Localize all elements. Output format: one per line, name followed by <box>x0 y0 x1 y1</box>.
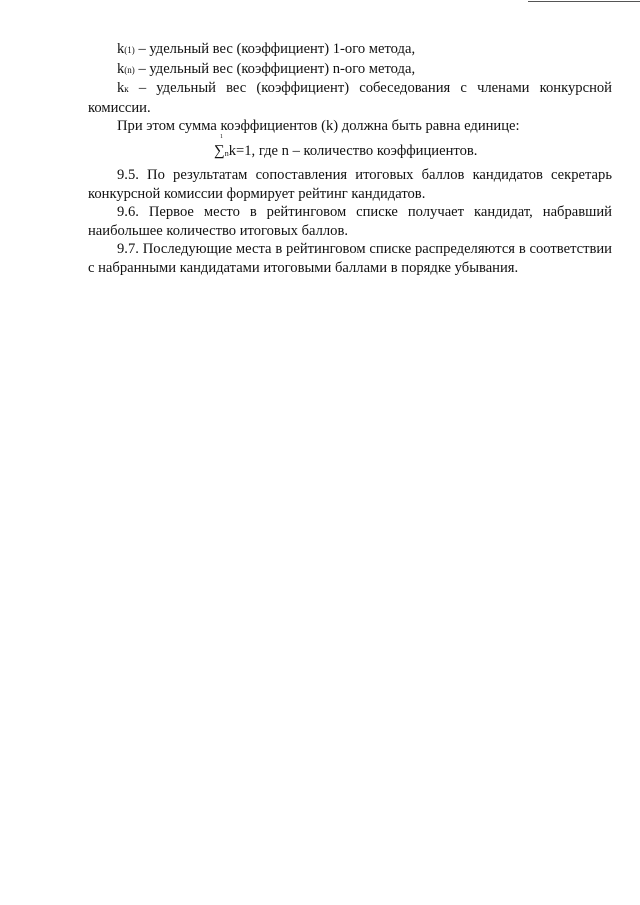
kk-symbol: k <box>117 80 125 97</box>
kk-subscript: к <box>124 84 129 95</box>
definition-k1 <box>88 40 612 60</box>
k1-text: – удельный вес (коэффициент) 1-ого метода, <box>134 41 416 57</box>
sum-sentence: При этом сумма коэффициентов (k) должна быть равна единице: <box>117 118 520 135</box>
definition-kk <box>88 79 612 117</box>
paragraph-9-6: 9.6. Первое место в рейтинговом списке получает кандидат, набравший наибольшее количество итоговых баллов. <box>88 204 612 239</box>
k1-subscript: (1) <box>124 45 135 55</box>
paragraph-9-5: 9.5. По результатам сопоставления итоговых баллов кандидатов секретарь конкурсной комиссии формирует рейтинг кандидатов. <box>88 166 612 202</box>
paragraph-9-7: 9.7. Последующие места в рейтинговом списке распределяются в соответствии с набранными кандидатами итоговыми баллами в порядке убывания. <box>88 241 612 276</box>
kk-text: – удельный вес (коэффициент) собеседования с членами конкурсной комиссии. <box>88 80 612 116</box>
kn-symbol: k <box>117 60 125 77</box>
document-page <box>88 40 612 278</box>
k1-symbol: k <box>117 41 125 57</box>
sum-sign: ∑ <box>214 142 225 159</box>
sum-lower-limit: n <box>224 148 229 158</box>
sum-expression: k=1, где n – количество коэффициентов. <box>228 142 478 159</box>
kn-subscript: (n) <box>124 64 135 75</box>
sum-upper-limit: 1 <box>220 133 223 140</box>
kn-text: – удельный вес (коэффициент) n-ого метода, <box>134 60 416 77</box>
sum-formula <box>88 133 612 166</box>
definition-kn <box>88 60 612 80</box>
top-edge-rule <box>528 1 640 2</box>
